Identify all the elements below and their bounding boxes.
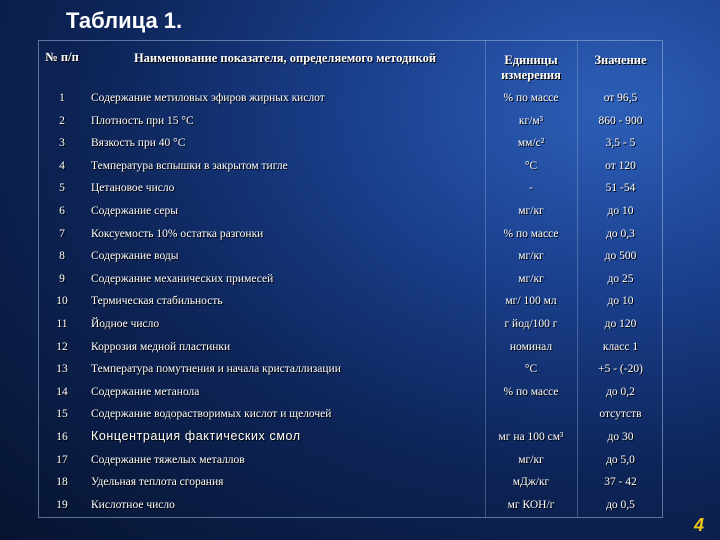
table-row bbox=[39, 156, 662, 179]
row-unit: мг/кг bbox=[518, 250, 544, 263]
table-row bbox=[39, 495, 662, 518]
table-row bbox=[39, 359, 662, 382]
row-unit: °С bbox=[524, 363, 538, 376]
table-row bbox=[39, 178, 662, 201]
row-number: 9 bbox=[59, 272, 65, 285]
row-unit: % по массе bbox=[503, 385, 559, 398]
row-value: до 5,0 bbox=[606, 453, 635, 466]
row-name: Температура вспышки в закрытом тигле bbox=[91, 159, 288, 172]
row-name: Йодное число bbox=[91, 318, 160, 330]
row-name: Содержание тяжелых металлов bbox=[91, 453, 245, 466]
row-unit: мг КОН/г bbox=[507, 498, 555, 511]
row-name: Вязкость при 40 °С bbox=[91, 137, 186, 150]
table-row bbox=[39, 133, 662, 156]
row-number: 10 bbox=[56, 295, 68, 308]
row-value: до 0,5 bbox=[606, 498, 635, 511]
table-row bbox=[39, 314, 662, 337]
row-value: 37 - 42 bbox=[604, 476, 637, 489]
table-row bbox=[39, 450, 662, 473]
row-unit: мг/кг bbox=[518, 272, 544, 285]
table-row bbox=[39, 224, 662, 247]
row-value: до 500 bbox=[604, 250, 637, 263]
row-name: Содержание водорастворимых кислот и щелочей bbox=[91, 408, 332, 421]
row-number: 4 bbox=[59, 159, 65, 172]
row-name: Содержание метиловых эфиров жирных кислот bbox=[91, 92, 325, 104]
row-number: 1 bbox=[59, 92, 65, 104]
table-row bbox=[39, 337, 662, 360]
table-row bbox=[39, 88, 662, 111]
header-num: № п/п bbox=[45, 50, 79, 64]
row-name: Плотность при 15 °С bbox=[91, 114, 194, 127]
row-value: класс 1 bbox=[602, 340, 639, 353]
row-value: от 120 bbox=[605, 159, 636, 172]
table-row bbox=[39, 111, 662, 134]
row-number: 13 bbox=[56, 363, 68, 376]
row-name: Содержание серы bbox=[91, 205, 178, 217]
row-number: 16 bbox=[56, 431, 68, 443]
row-value: +5 - (-20) bbox=[598, 363, 643, 376]
row-number: 19 bbox=[56, 498, 68, 511]
row-value: до 30 bbox=[607, 431, 634, 443]
table-row bbox=[39, 291, 662, 314]
row-name: Содержание механических примесей bbox=[91, 272, 274, 285]
row-name: Концентрация фактических смол bbox=[91, 429, 301, 443]
row-unit: мг/кг bbox=[518, 453, 544, 466]
row-value: 51 -54 bbox=[605, 182, 636, 195]
table-row bbox=[39, 427, 662, 450]
row-unit: г йод/100 г bbox=[504, 318, 558, 330]
header-name: Наименование показателя, определяемого методикой bbox=[133, 51, 437, 65]
page-number: 4 bbox=[693, 515, 704, 535]
row-name: Температура помутнения и начала кристаллизации bbox=[91, 363, 341, 376]
row-number: 6 bbox=[59, 205, 65, 217]
row-value: до 0,3 bbox=[606, 227, 635, 240]
row-number: 3 bbox=[59, 137, 65, 150]
row-number: 5 bbox=[59, 182, 65, 195]
row-number: 7 bbox=[59, 227, 65, 240]
row-unit: мг/кг bbox=[518, 205, 544, 217]
table-row bbox=[39, 246, 662, 269]
row-name: Цетановое число bbox=[91, 182, 175, 195]
page-title: Таблица 1. bbox=[66, 8, 183, 33]
row-unit: кг/м³ bbox=[518, 114, 544, 127]
row-number: 8 bbox=[59, 250, 65, 263]
row-name: Коррозия медной пластинки bbox=[91, 340, 231, 353]
table-row bbox=[39, 404, 662, 427]
row-name: Содержание метанола bbox=[91, 385, 200, 398]
row-value: до 0,2 bbox=[606, 385, 635, 398]
row-name: Термическая стабильность bbox=[91, 295, 223, 308]
row-unit: мДж/кг bbox=[512, 476, 550, 489]
row-name: Удельная теплота сгорания bbox=[91, 476, 224, 489]
row-number: 18 bbox=[56, 476, 68, 489]
table-row bbox=[39, 201, 662, 224]
row-value: от 96,5 bbox=[603, 92, 638, 104]
data-table bbox=[38, 40, 663, 518]
row-unit: % по массе bbox=[503, 92, 559, 104]
table-row bbox=[39, 382, 662, 405]
row-value: 3,5 - 5 bbox=[605, 137, 636, 150]
row-value: до 10 bbox=[607, 205, 634, 217]
row-number: 17 bbox=[56, 453, 68, 466]
row-value: 860 - 900 bbox=[598, 114, 643, 127]
row-unit: мг на 100 см³ bbox=[498, 431, 564, 443]
row-value: до 120 bbox=[604, 318, 637, 330]
table-row bbox=[39, 269, 662, 292]
row-number: 2 bbox=[59, 114, 65, 127]
row-unit: мг/ 100 мл bbox=[505, 295, 557, 308]
row-name: Коксуемость 10% остатка разгонки bbox=[91, 227, 264, 240]
row-value: до 25 bbox=[607, 272, 634, 285]
table-row bbox=[39, 472, 662, 495]
row-name: Содержание воды bbox=[91, 250, 179, 263]
row-number: 12 bbox=[56, 340, 68, 353]
row-unit: °С bbox=[524, 159, 538, 172]
table-header bbox=[39, 41, 662, 88]
row-unit: % по массе bbox=[503, 227, 559, 240]
row-number: 14 bbox=[56, 385, 68, 398]
header-unit: Единицы измерения bbox=[501, 53, 561, 82]
row-number: 15 bbox=[56, 408, 68, 421]
row-unit: - bbox=[529, 182, 533, 195]
row-number: 11 bbox=[56, 318, 68, 330]
row-unit: номинал bbox=[509, 340, 553, 353]
row-value: до 10 bbox=[607, 295, 634, 308]
header-value: Значение bbox=[594, 53, 647, 67]
row-unit: мм/с² bbox=[517, 137, 545, 150]
row-value: отсутств bbox=[599, 408, 642, 421]
row-name: Кислотное число bbox=[91, 498, 175, 511]
